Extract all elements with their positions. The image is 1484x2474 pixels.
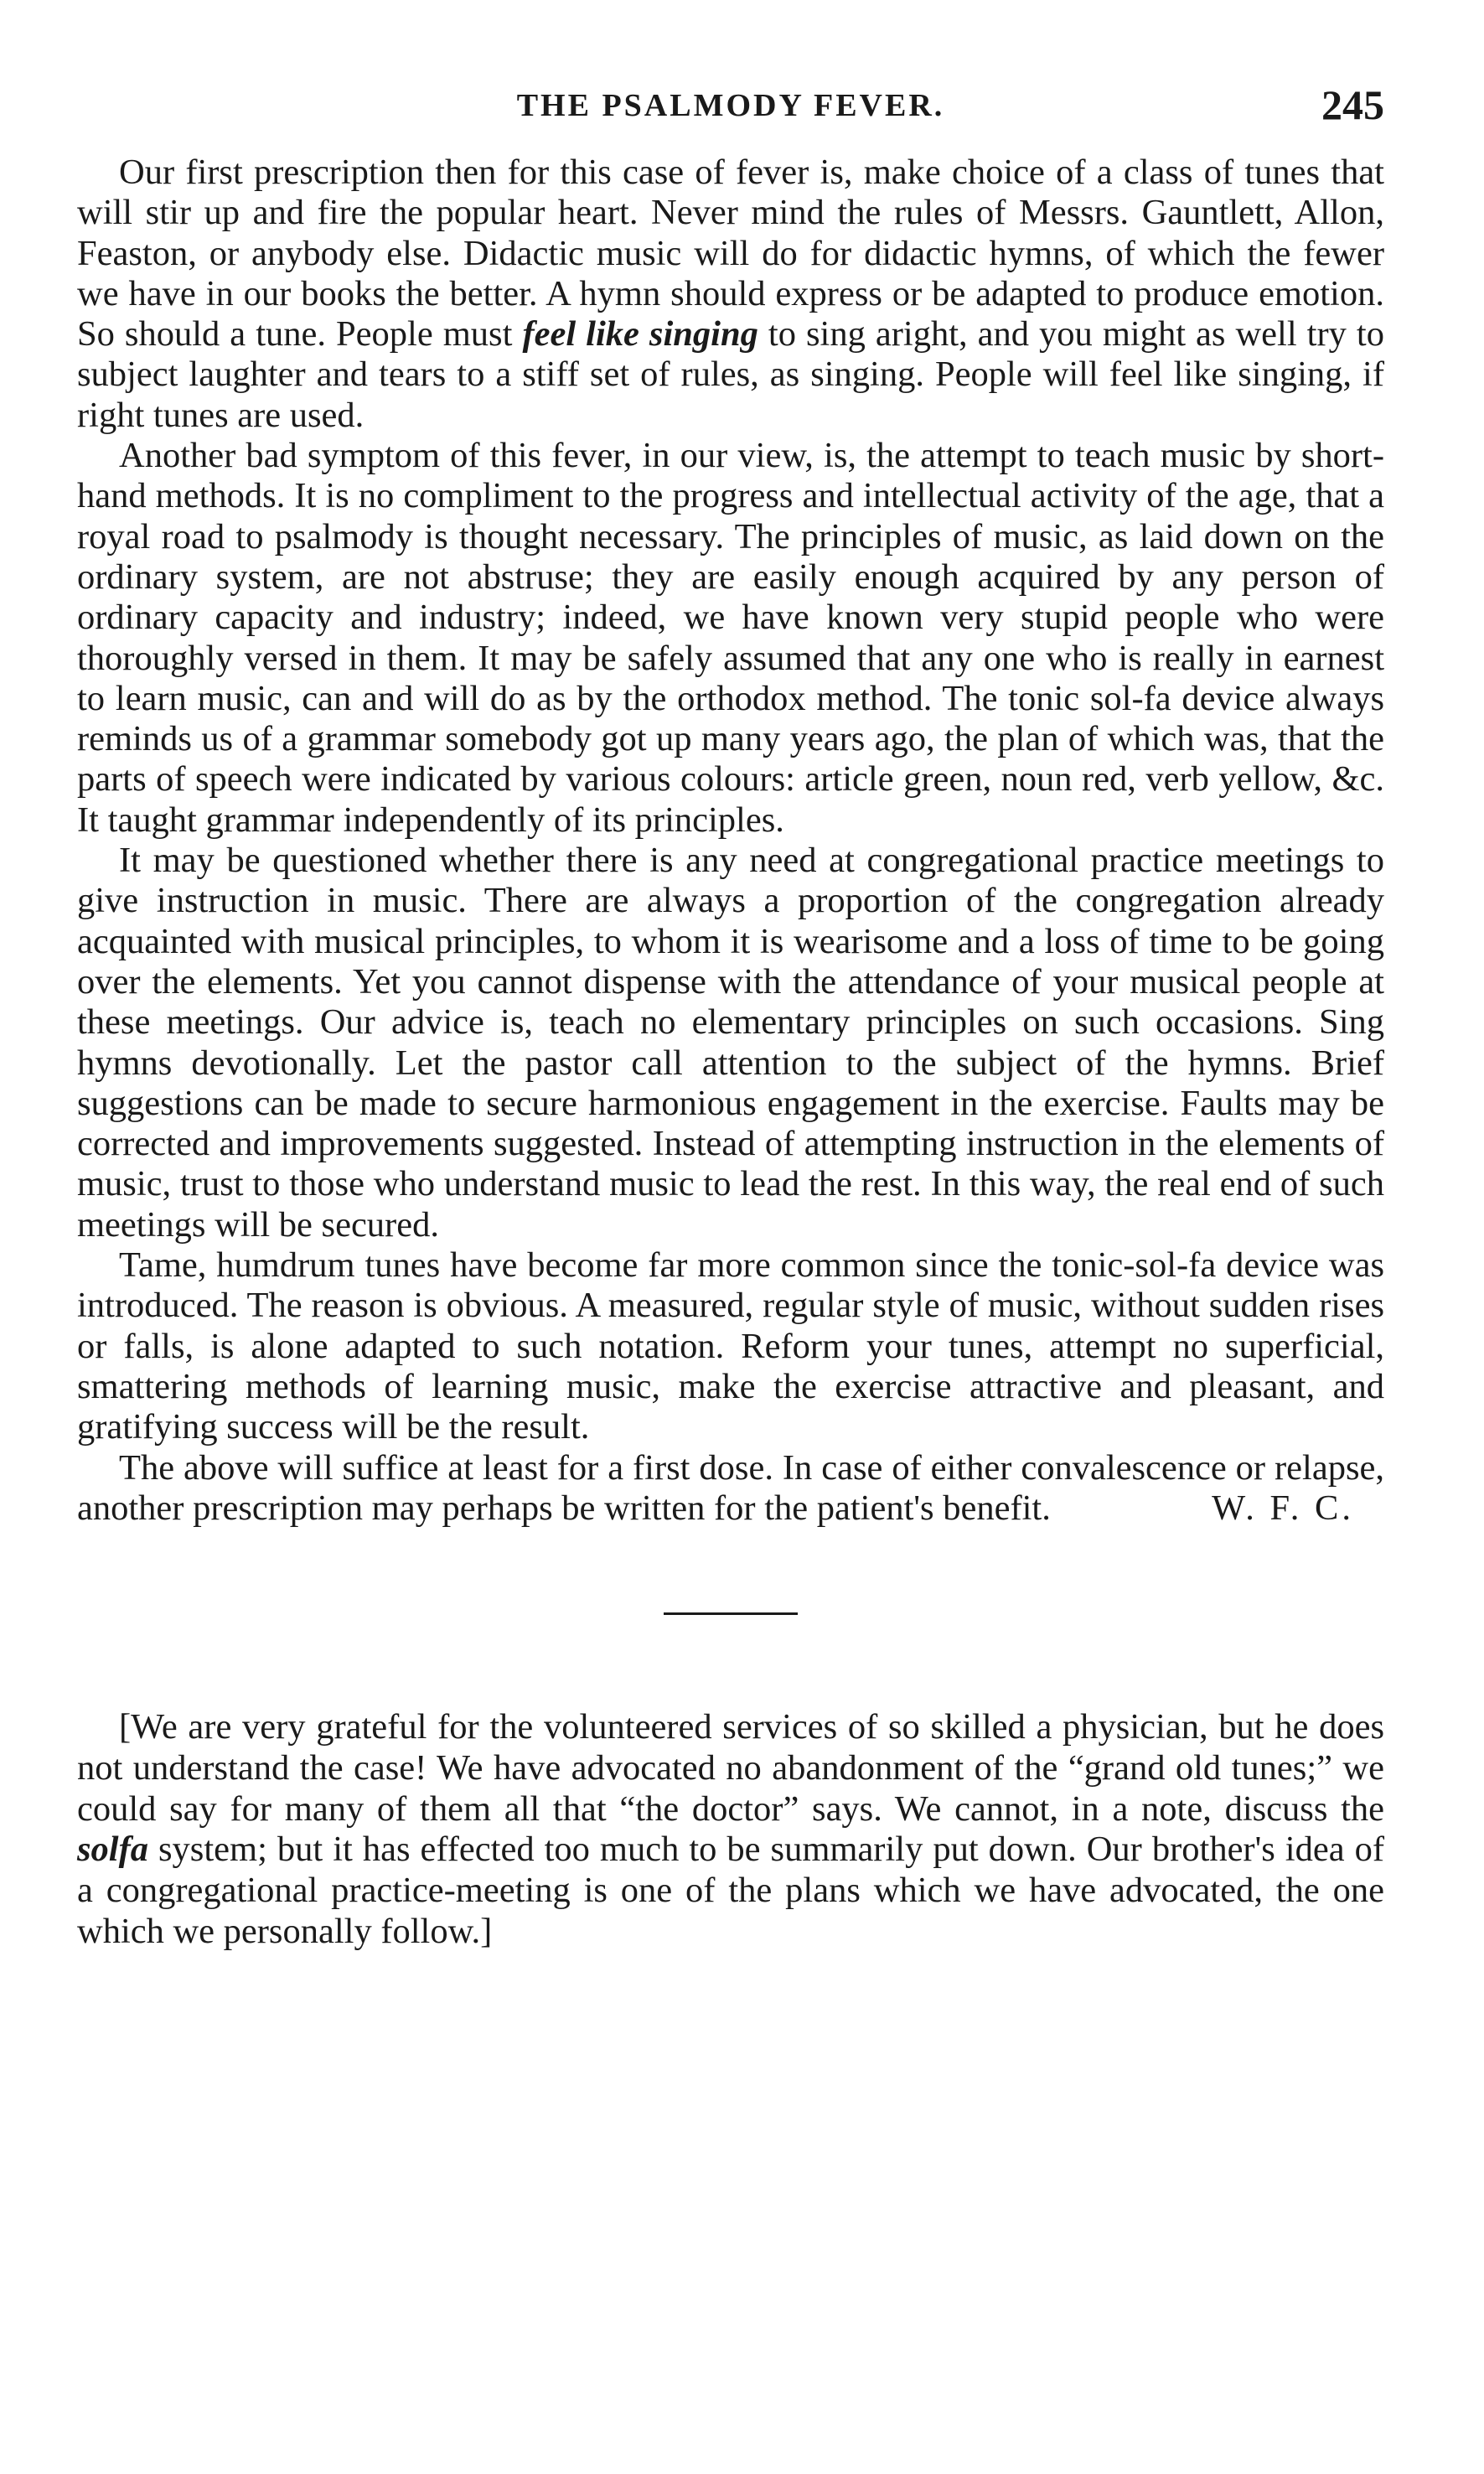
paragraph-4: Tame, humdrum tunes have become far more common since the tonic-sol-fa device was introduced. The reason is obvious. A measured, regular style of music, without sudden rises or falls, is alone adapted to such notation. Reform your tunes, attempt no superficial, smattering methods of learning music, make the exercise attractive and pleasant, and gratifying success will be the result. (77, 1245, 1384, 1447)
paragraph-1 (77, 153, 1384, 436)
page-number: 245 (1321, 81, 1384, 128)
editor-note-paragraph (77, 1707, 1384, 1953)
article-body (77, 153, 1384, 1529)
paragraph-2: Another bad symptom of this fever, in our view, is, the attempt to teach music by short-hand methods. It is no compliment to the progress and intellectual activity of the age, that a royal road to psalmody is thought necessary. The principles of music, as laid down on the ordinary system, are not abstruse; they are easily enough acquired by any person of ordinary capacity and industry; indeed, we have known very stupid people who were thoroughly versed in them. It may be safely assumed that any one who is really in earnest to learn music, can and will do as by the orthodox method. The tonic sol-fa device always reminds us of a grammar somebody got up many years ago, the plan of which was, that the parts of speech were indicated by various colours: article green, noun red, verb yellow, &c. It taught grammar independently of its principles. (77, 436, 1384, 840)
paragraph-5: The above will suffice at least for a first dose. In case of either convalescence or relapse, another prescription may perhaps be written for the patient's benefit. (77, 1447, 1384, 1528)
running-title: THE PSALMODY FEVER. (516, 88, 945, 123)
emphasis-feel-like-singing: feel like singing (522, 314, 758, 355)
paragraph-1-part-a: Our first prescription then for this case of fever is, make choice of a class of tunes that will stir up and fire the popular heart. Never mind the rules of Messrs. Gauntlett, Allon, Feaston, or anybody else. Didactic music will do for didactic hymns, of which the fewer we have in our books the better. A hymn should express or be adapted to produce emotion. So should a tune. People must (77, 153, 1384, 355)
section-divider (664, 1612, 798, 1615)
author-signature: W. F. C. (1212, 1488, 1354, 1528)
editor-note (77, 1707, 1384, 1953)
emphasis-solfa: solfa (77, 1830, 148, 1870)
paragraph-1-part-b: to sing aright, and you might as well try to subject laughter and tears to a stiff set of rules, as singing. People will feel like singing, if right tunes are used. (77, 314, 1384, 435)
editor-note-part-a: [We are very grateful for the volunteered services of so skilled a physician, but he does not understand the case! We have advocated no abandonment of the “grand old tunes;” we could say for many of them all that “the doctor” says. We cannot, in a note, discuss the (77, 1707, 1384, 1829)
running-header (77, 80, 1384, 131)
editor-note-part-b: system; but it has effected too much to be summarily put down. Our brother's idea of a congregational practice-meeting is one of the plans which we have advocated, the one which we personally follow.] (77, 1830, 1384, 1952)
paragraph-3: It may be questioned whether there is any need at congregational practice meetings to give instruction in music. There are always a proportion of the congregation already acquainted with musical principles, to whom it is wearisome and a loss of time to be going over the elements. Yet you cannot dispense with the attendance of your musical people at these meetings. Our advice is, teach no elementary principles on such occasions. Sing hymns devotionally. Let the pastor call attention to the subject of the hymns. Brief suggestions can be made to secure harmonious engagement in the exercise. Faults may be corrected and improvements suggested. Instead of attempting instruction in the elements of music, trust to those who understand music to lead the rest. In this way, the real end of such meetings will be secured. (77, 841, 1384, 1245)
page (77, 80, 1384, 1953)
